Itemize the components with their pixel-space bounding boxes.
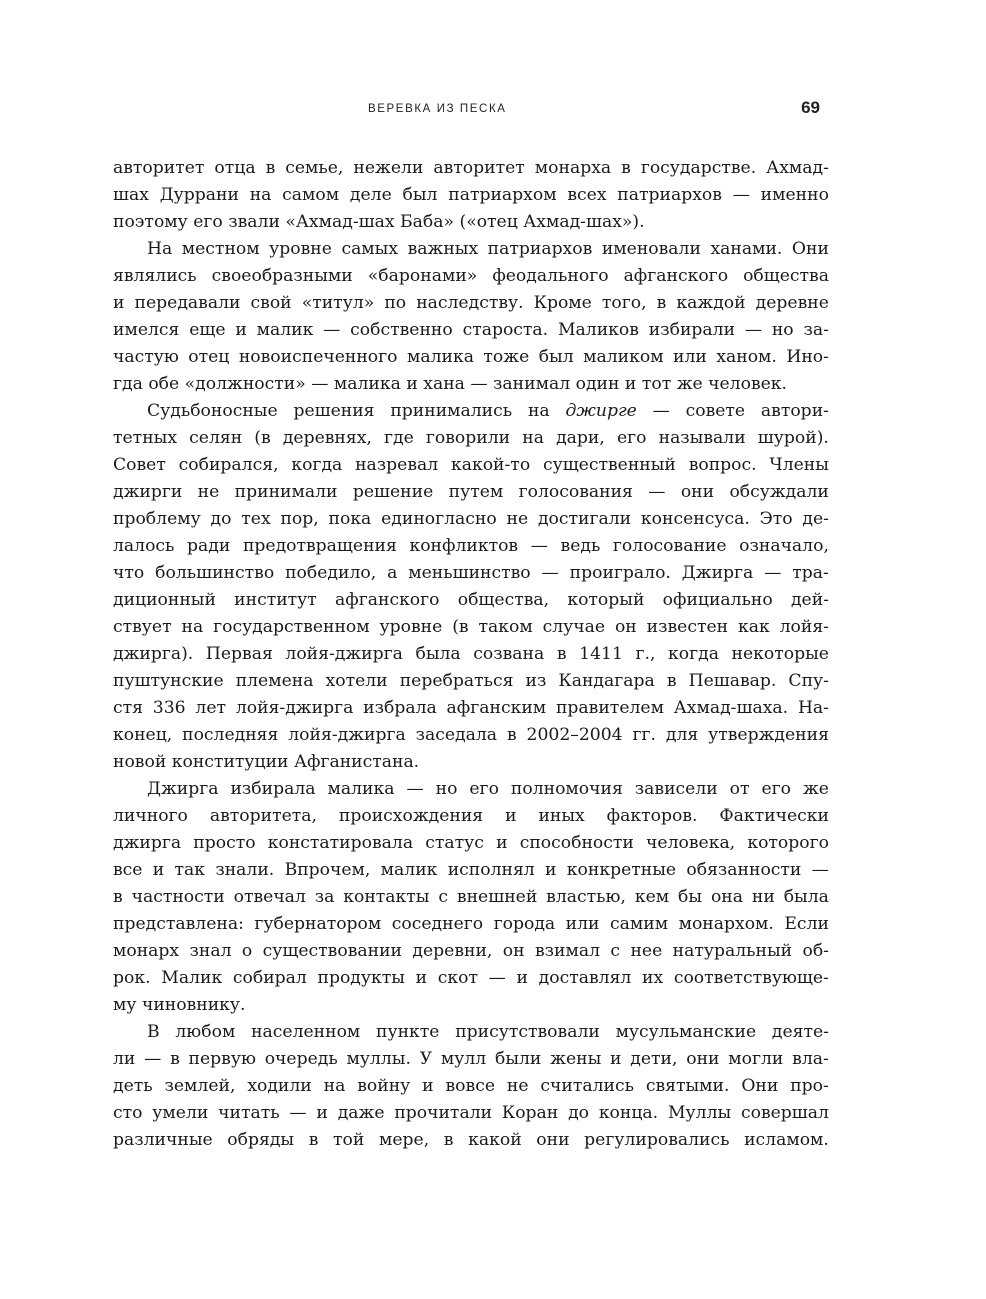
text-line: джирга). Первая лойя-джирга была созвана в 1411 г., когда некоторые <box>113 644 829 664</box>
text-line: тетных селян (в деревнях, где говорили на дари, его называли шурой). <box>113 428 829 448</box>
text-line: пуштунские племена хотели перебраться из Кандагара в Пешавар. Спу- <box>113 671 829 691</box>
text-line: частую отец новоиспеченного малика тоже был маликом или ханом. Ино- <box>113 347 829 367</box>
text-line: все и так знали. Впрочем, малик исполнял и конкретные обязанности — <box>113 860 829 880</box>
text-line: рок. Малик собирал продукты и скот — и доставлял их соответствующе- <box>113 968 829 988</box>
text-line: монарх знал о существовании деревни, он взимал с нее натуральный об- <box>113 941 829 961</box>
text-line: в частности отвечал за контакты с внешней властью, кем бы она ни была <box>113 887 829 907</box>
text-line: Совет собирался, когда назревал какой-то существенный вопрос. Члены <box>113 455 829 475</box>
text-line: шах Дуррани на самом деле был патриархом всех патриархов — именно <box>113 185 829 205</box>
running-head <box>160 98 830 122</box>
text-line: деть землей, ходили на войну и вовсе не считались святыми. Они про- <box>113 1076 829 1096</box>
text-line: новой конституции Афганистана. <box>113 752 420 772</box>
text-line: ли — в первую очередь муллы. У мулл были жены и дети, они могли вла- <box>113 1049 829 1069</box>
text-line: ствует на государственном уровне (в таком случае он известен как лойя- <box>113 617 829 637</box>
text-line: авторитет отца в семье, нежели авторитет монарха в государстве. Ахмад- <box>113 158 829 178</box>
body-text <box>113 155 829 1154</box>
text-line: являлись своеобразными «баронами» феодального афганского общества <box>113 266 829 286</box>
text-line: различные обряды в той мере, в какой они регулировались исламом. <box>113 1130 829 1150</box>
text-line: джирги не принимали решение путем голосования — они обсуждали <box>113 482 829 502</box>
text-line: му чиновнику. <box>113 995 246 1015</box>
text-line: и передавали свой «титул» по наследству. Кроме того, в каждой деревне <box>113 293 829 313</box>
paragraph-start-line: На местном уровне самых важных патриархов именовали ханами. Они <box>147 239 829 259</box>
text-line: конец, последняя лойя-джирга заседала в 2002–2004 гг. для утверждения <box>113 725 829 745</box>
text-line: джирга просто констатировала статус и способности человека, которого <box>113 833 829 853</box>
text-line: поэтому его звали «Ахмад-шах Баба» («отец Ахмад-шах»). <box>113 212 645 232</box>
text-line: диционный институт афганского общества, который официально дей- <box>113 590 829 610</box>
page-number: 69 <box>801 98 820 117</box>
text-line: личного авторитета, происхождения и иных факторов. Фактически <box>113 806 829 826</box>
paragraph-start-line: Джирга избирала малика — но его полномочия зависели от его же <box>147 779 829 799</box>
text-line: что большинство победило, а меньшинство — проиграло. Джирга — тра- <box>113 563 829 583</box>
running-title: ВЕРЕВКА ИЗ ПЕСКА <box>368 103 507 115</box>
text-line: имелся еще и малик — собственно староста. Маликов избирали — но за- <box>113 320 829 340</box>
text-line: гда обе «должности» — малика и хана — занимал один и тот же человек. <box>113 374 787 394</box>
paragraph-start-line: Судьбоносные решения принимались на джирге — совете автори- <box>147 401 829 421</box>
text-line: представлена: губернатором соседнего города или самим монархом. Если <box>113 914 829 934</box>
text-line: стя 336 лет лойя-джирга избрала афганским правителем Ахмад-шаха. На- <box>113 698 829 718</box>
text-line: сто умели читать — и даже прочитали Коран до конца. Муллы совершал <box>113 1103 829 1123</box>
text-line: проблему до тех пор, пока единогласно не достигали консенсуса. Это де- <box>113 509 829 529</box>
paragraph-start-line: В любом населенном пункте присутствовали мусульманские деяте- <box>147 1022 829 1042</box>
text-line: лалось ради предотвращения конфликтов — ведь голосование означало, <box>113 536 829 556</box>
